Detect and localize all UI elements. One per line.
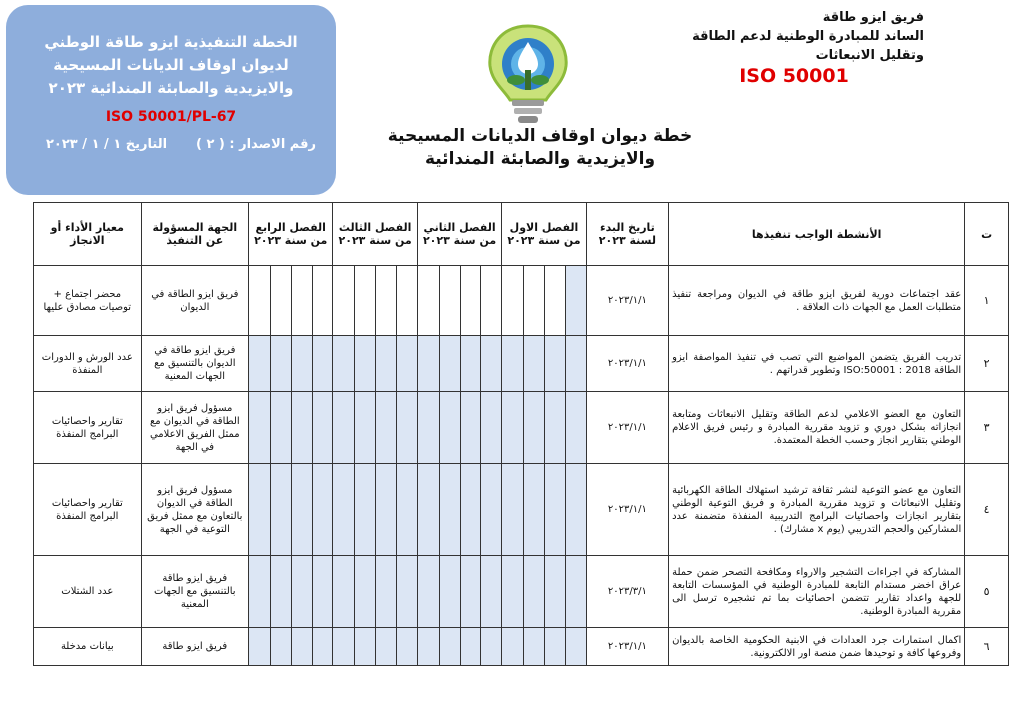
- row-kpi: محضر اجتماع + توصيات مصادق عليها: [34, 266, 142, 336]
- quarter-cell: [460, 464, 481, 556]
- quarter-cell: [291, 392, 312, 464]
- quarter-cell: [249, 628, 271, 666]
- col-num-header: ت: [965, 203, 1009, 266]
- quarter-cell: [312, 266, 333, 336]
- header-iso-code: ISO 50001/PL-67: [105, 109, 237, 125]
- col-kpi-header: معيار الأداء أو الانجاز: [34, 203, 142, 266]
- header-line-1: الخطة التنفيذية ايزو طاقة الوطني: [44, 33, 298, 51]
- team-iso: ISO 50001: [739, 65, 849, 87]
- quarter-cell: [545, 336, 566, 392]
- col-start-header: تاريخ البدء لسنة ٢٠٢٣: [586, 203, 668, 266]
- title-line-2: والايزيدية والصابئة المندائية: [424, 149, 656, 169]
- quarter-cell: [439, 266, 460, 336]
- quarter-cell: [249, 392, 271, 464]
- row-start-date: ٢٠٢٣/١/١: [586, 392, 668, 464]
- row-responsible: فريق ايزو الطاقة في الديوان: [141, 266, 248, 336]
- team-line-2: الساند للمبادرة الوطنية لدعم الطاقة: [692, 29, 924, 44]
- quarter-cell: [481, 392, 502, 464]
- row-kpi: بيانات مدخلة: [34, 628, 142, 666]
- quarter-cell: [524, 266, 545, 336]
- quarter-cell: [545, 266, 566, 336]
- quarter-cell: [312, 556, 333, 628]
- quarter-cell: [524, 336, 545, 392]
- quarter-cell: [249, 336, 271, 392]
- quarter-cell: [355, 336, 376, 392]
- header-line-3: والايزيدية والصابئة المندائية ٢٠٢٣: [48, 79, 294, 97]
- row-number: ٢: [965, 336, 1009, 392]
- table-row: [34, 464, 1009, 556]
- quarter-cell: [355, 266, 376, 336]
- quarter-cell: [291, 556, 312, 628]
- quarter-cell: [333, 392, 355, 464]
- quarter-cell: [270, 266, 291, 336]
- quarter-cell: [524, 464, 545, 556]
- quarter-cell: [270, 392, 291, 464]
- quarter-cell: [545, 392, 566, 464]
- row-number: ١: [965, 266, 1009, 336]
- quarter-cell: [524, 556, 545, 628]
- quarter-cell: [397, 628, 418, 666]
- row-number: ٤: [965, 464, 1009, 556]
- quarter-cell: [270, 464, 291, 556]
- quarter-cell: [502, 464, 524, 556]
- row-activity: عقد اجتماعات دورية لفريق ايزو طاقة في الديوان ومراجعة تنفيذ متطلبات العمل مع الجهات ذات العلاقة .: [669, 266, 965, 336]
- quarter-cell: [333, 464, 355, 556]
- row-start-date: ٢٠٢٣/١/١: [586, 628, 668, 666]
- lightbulb-tree-logo: [478, 20, 578, 128]
- quarter-cell: [481, 464, 502, 556]
- row-responsible: فريق ايزو طاقة في الديوان بالتنسيق مع الجهات المعنية: [141, 336, 248, 392]
- issue-number: رقم الاصدار : ( ٢ ): [196, 137, 316, 152]
- quarter-cell: [439, 392, 460, 464]
- quarter-cell: [502, 556, 524, 628]
- quarter-cell: [502, 266, 524, 336]
- quarter-cell: [417, 628, 439, 666]
- quarter-cell: [376, 556, 397, 628]
- quarter-cell: [312, 392, 333, 464]
- row-responsible: فريق ايزو طاقة بالتنسيق مع الجهات المعنية: [141, 556, 248, 628]
- row-number: ٥: [965, 556, 1009, 628]
- quarter-cell: [460, 556, 481, 628]
- quarter-cell: [417, 392, 439, 464]
- quarter-cell: [545, 628, 566, 666]
- quarter-cell: [565, 392, 586, 464]
- quarter-cell: [439, 336, 460, 392]
- quarter-cell: [291, 336, 312, 392]
- quarter-cell: [460, 628, 481, 666]
- row-activity: التعاون مع عضو التوعية لنشر ثقافة ترشيد استهلاك الطاقة الكهربائية وتقليل الانبعاثات و تزويد مقررية المبادرة و فريق التوعية الوطني بتقارير انجازات واحصائيات البرامج التدريبية المنفذة متضمنة عدد المشاركين والحجم التدريبي (يوم x مشارك) .: [669, 464, 965, 556]
- team-block: [664, 8, 924, 86]
- quarter-cell: [565, 556, 586, 628]
- quarter-cell: [417, 266, 439, 336]
- row-number: ٦: [965, 628, 1009, 666]
- quarter-cell: [565, 266, 586, 336]
- quarter-cell: [249, 464, 271, 556]
- quarter-cell: [481, 556, 502, 628]
- quarter-cell: [481, 336, 502, 392]
- quarter-cell: [565, 336, 586, 392]
- quarter-cell: [397, 266, 418, 336]
- col-resp-header: الجهة المسؤولة عن التنفيذ: [141, 203, 248, 266]
- quarter-cell: [270, 336, 291, 392]
- quarter-cell: [397, 336, 418, 392]
- quarter-cell: [417, 556, 439, 628]
- quarter-cell: [502, 336, 524, 392]
- quarter-cell: [249, 266, 271, 336]
- quarter-cell: [397, 464, 418, 556]
- quarter-cell: [397, 392, 418, 464]
- quarter-cell: [355, 556, 376, 628]
- quarter-cell: [460, 392, 481, 464]
- quarter-cell: [481, 628, 502, 666]
- quarter-cell: [397, 556, 418, 628]
- quarter-cell: [291, 464, 312, 556]
- col-q3-header: الفصل الثالث من سنة ٢٠٢٣: [333, 203, 417, 266]
- col-q4-header: الفصل الرابع من سنة ٢٠٢٣: [249, 203, 333, 266]
- row-responsible: مسؤول فريق ايزو الطاقة في الديوان مع ممثل الفريق الاعلامي في الجهة: [141, 392, 248, 464]
- quarter-cell: [376, 266, 397, 336]
- row-start-date: ٢٠٢٣/٣/١: [586, 556, 668, 628]
- quarter-cell: [333, 266, 355, 336]
- quarter-cell: [312, 464, 333, 556]
- team-line-1: فريق ايزو طاقة: [822, 10, 924, 25]
- plan-table: [33, 202, 1009, 666]
- quarter-cell: [545, 464, 566, 556]
- table-header-row: [34, 203, 1009, 266]
- row-start-date: ٢٠٢٣/١/١: [586, 336, 668, 392]
- quarter-cell: [355, 464, 376, 556]
- col-q2-header: الفصل الثاني من سنة ٢٠٢٣: [417, 203, 501, 266]
- quarter-cell: [355, 628, 376, 666]
- row-activity: تدريب الفريق يتضمن المواضيع التي تصب في تنفيذ المواصفة ايزو الطاقة ISO:50001 : 2018 وتطوير قدراتهم .: [669, 336, 965, 392]
- quarter-cell: [481, 266, 502, 336]
- row-responsible: فريق ايزو طاقة: [141, 628, 248, 666]
- quarter-cell: [524, 392, 545, 464]
- row-kpi: عدد الشتلات: [34, 556, 142, 628]
- row-activity: التعاون مع العضو الاعلامي لدعم الطاقة وتقليل الانبعاثات ومتابعة انجازاته بشكل دوري و تزويد مقررية المبادرة و رئيس فريق الاعلام الوطني بتقارير انجاز وحسب الخطة المعتمدة.: [669, 392, 965, 464]
- quarter-cell: [460, 266, 481, 336]
- quarter-cell: [333, 336, 355, 392]
- row-activity: اكمال استمارات جرد العدادات في الابنية الحكومية الخاصة بالديوان وفروعها كافة و توحيدها ضمن منصة اور الالكترونية.: [669, 628, 965, 666]
- row-responsible: مسؤول فريق ايزو الطاقة في الديوان بالتعاون مع ممثل فريق التوعية في الجهة: [141, 464, 248, 556]
- title-line-1: خطة ديوان اوقاف الديانات المسيحية: [387, 126, 693, 146]
- quarter-cell: [376, 464, 397, 556]
- row-number: ٣: [965, 392, 1009, 464]
- row-kpi: عدد الورش و الدورات المنفذة: [34, 336, 142, 392]
- quarter-cell: [312, 628, 333, 666]
- quarter-cell: [524, 628, 545, 666]
- quarter-cell: [460, 336, 481, 392]
- quarter-cell: [502, 392, 524, 464]
- quarter-cell: [291, 628, 312, 666]
- issue-date: التاريخ ١ / ١ / ٢٠٢٣: [46, 137, 168, 152]
- quarter-cell: [355, 392, 376, 464]
- row-start-date: ٢٠٢٣/١/١: [586, 464, 668, 556]
- row-kpi: تقارير واحصائيات البرامج المنفذة: [34, 464, 142, 556]
- table-row: [34, 556, 1009, 628]
- table-row: [34, 628, 1009, 666]
- quarter-cell: [565, 628, 586, 666]
- quarter-cell: [565, 464, 586, 556]
- quarter-cell: [249, 556, 271, 628]
- quarter-cell: [270, 556, 291, 628]
- quarter-cell: [291, 266, 312, 336]
- row-activity: المشاركة في اجراءات التشجير والارواء ومكافحة التصحر ضمن حملة عراق اخضر مستدام التابعة للمبادرة الوطنية في المؤسسات التابعة للجهة واعداد تقارير تتضمن احصائيات بما تم تشجيره ترسل الى مقررية المبادرة الوطنية.: [669, 556, 965, 628]
- quarter-cell: [439, 628, 460, 666]
- quarter-cell: [376, 336, 397, 392]
- header-line-2: لديوان اوقاف الديانات المسيحية: [53, 56, 289, 74]
- quarter-cell: [376, 392, 397, 464]
- quarter-cell: [270, 628, 291, 666]
- plan-header-box: [6, 5, 336, 195]
- row-start-date: ٢٠٢٣/١/١: [586, 266, 668, 336]
- col-activity-header: الأنشطة الواجب تنفيذها: [669, 203, 965, 266]
- col-q1-header: الفصل الاول من سنة ٢٠٢٣: [502, 203, 586, 266]
- quarter-cell: [439, 556, 460, 628]
- quarter-cell: [417, 464, 439, 556]
- table-row: [34, 392, 1009, 464]
- page-title: [380, 125, 700, 171]
- team-line-3: وتقليل الانبعاثات: [815, 48, 924, 63]
- quarter-cell: [545, 556, 566, 628]
- quarter-cell: [333, 628, 355, 666]
- quarter-cell: [376, 628, 397, 666]
- quarter-cell: [312, 336, 333, 392]
- table-row: [34, 266, 1009, 336]
- row-kpi: تقارير واحصائيات البرامج المنفذة: [34, 392, 142, 464]
- quarter-cell: [333, 556, 355, 628]
- quarter-cell: [502, 628, 524, 666]
- table-row: [34, 336, 1009, 392]
- quarter-cell: [417, 336, 439, 392]
- quarter-cell: [439, 464, 460, 556]
